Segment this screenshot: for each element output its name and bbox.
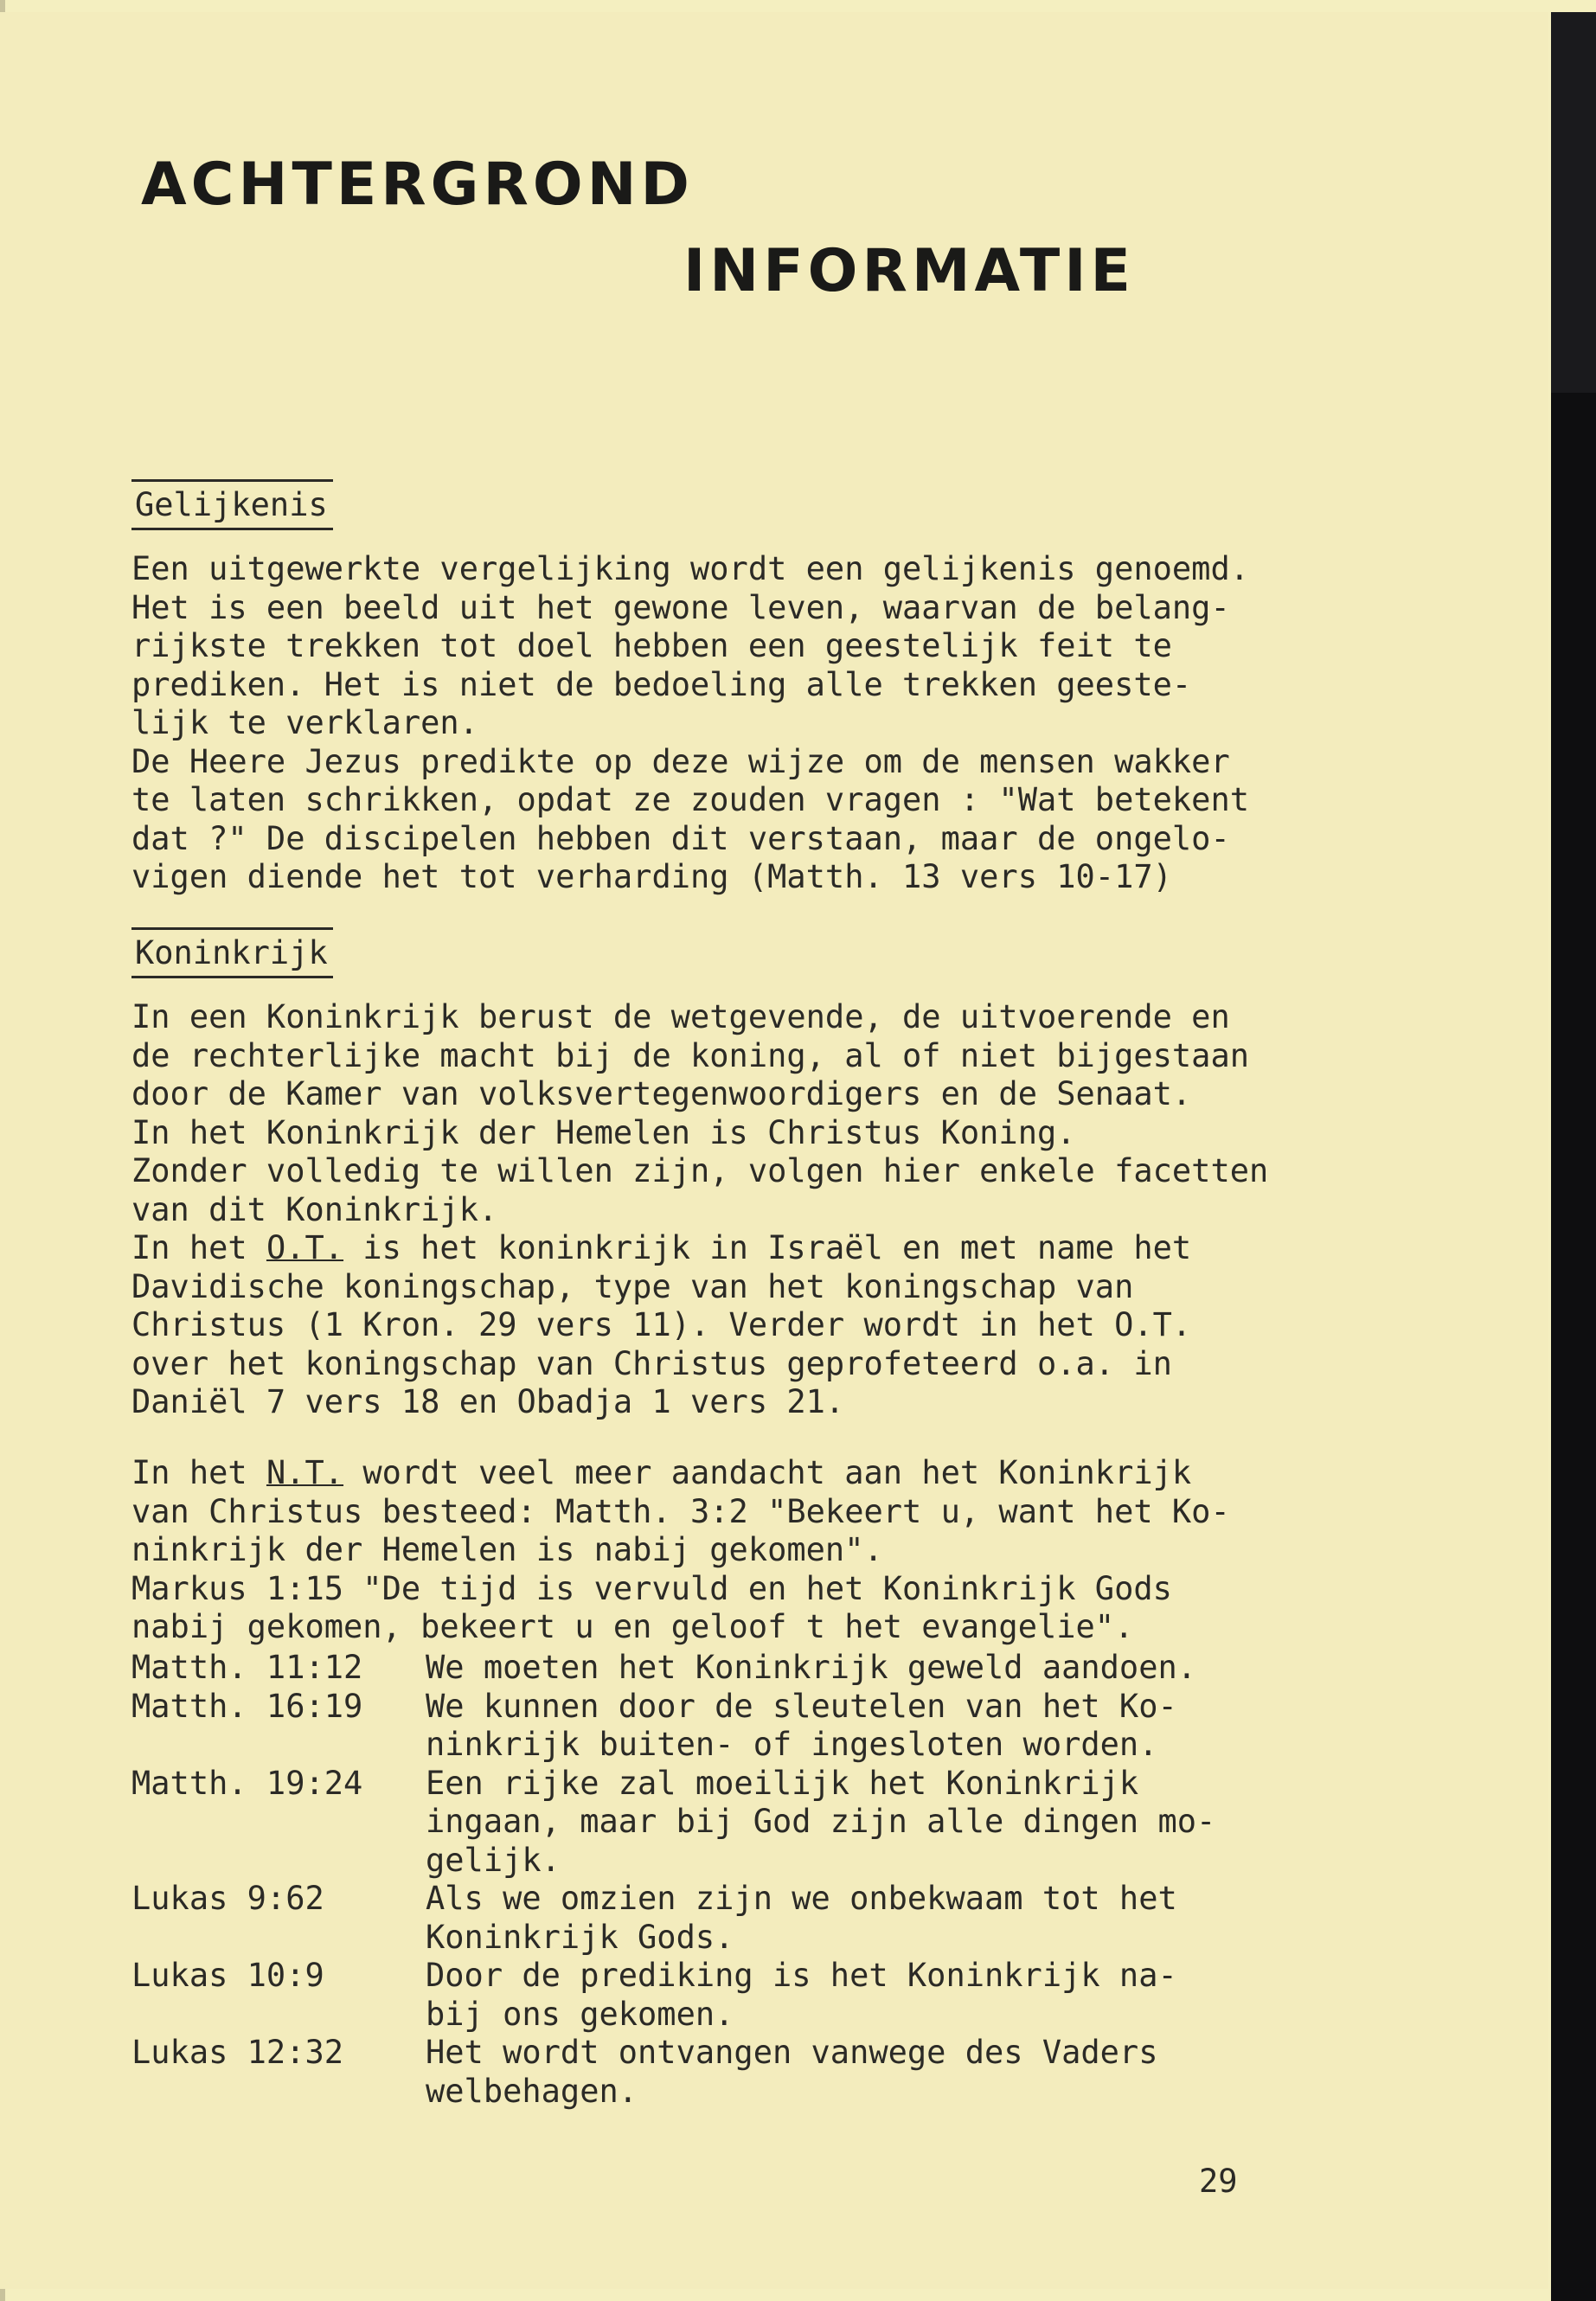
reference-text: Een rijke zal moeilijk het Koninkrijk ingaan, maar bij God zijn alle dingen mo- gelijk. — [426, 1764, 1216, 1879]
reference-label: Lukas 9:62 — [131, 1880, 324, 1917]
reference-row — [131, 1957, 1256, 2034]
reference-row — [131, 1649, 1256, 1688]
book-binding-edge — [1551, 12, 1596, 2301]
title-line-2: INFORMATIE — [683, 237, 1135, 305]
reference-text: Het wordt ontvangen vanwege des Vaders welbehagen. — [426, 2034, 1158, 2110]
nt-prefix: In het — [131, 1454, 247, 1491]
reference-label: Lukas 12:32 — [131, 2034, 344, 2071]
ot-abbreviation: O.T. — [266, 1229, 344, 1266]
koninkrijk-paragraph-nt — [131, 1454, 1343, 1647]
nt-abbreviation: N.T. — [266, 1454, 344, 1491]
reference-text: We moeten het Koninkrijk geweld aandoen. — [426, 1649, 1197, 1686]
reference-row — [131, 1765, 1256, 1881]
reference-text: Als we omzien zijn we onbekwaam tot het Koninkrijk Gods. — [426, 1880, 1177, 1956]
reference-label: Matth. 11:12 — [131, 1649, 363, 1686]
reference-text: Door de prediking is het Koninkrijk na- bij ons gekomen. — [426, 1957, 1177, 2033]
gelijkenis-paragraph: Een uitgewerkte vergelijking wordt een gelijkenis genoemd. Het is een beeld uit het gewone leven, waarvan de belang- rijkste trekken tot doel hebben een geestelijk feit te prediken. Het is niet de bedoeling alle trekken geeste- lijk te verklaren. De Heere Jezus predikte op deze wijze om de mensen wakker te laten schrikken, opdat ze zouden vragen : "Wat betekent dat ?" De discipelen hebben dit verstaan, maar de ongelo- vigen diende het tot verharding (Matth. 13 vers 10-17) — [131, 550, 1250, 895]
reference-row — [131, 1880, 1256, 1957]
document-page — [0, 12, 1548, 2289]
ot-text: is het koninkrijk in Israël en met name het Davidische koningschap, type van het koningschap van Christus (1 Kron. 29 vers 11). Verder wordt in het O.T. over het koningschap van Christus geprofeteerd o.a. in Daniël 7 vers 18 en Obadja 1 vers 21. — [131, 1229, 1192, 1420]
reference-row — [131, 1688, 1256, 1765]
reference-text: We kunnen door de sleutelen van het Ko- ninkrijk buiten- of ingesloten worden. — [426, 1687, 1177, 1763]
section-heading-koninkrijk: Koninkrijk — [131, 927, 333, 978]
reference-label: Matth. 16:19 — [131, 1687, 363, 1725]
title-line-1: ACHTERGROND — [141, 151, 694, 219]
section-heading-gelijkenis: Gelijkenis — [131, 479, 333, 530]
reference-label: Lukas 10:9 — [131, 1957, 324, 1994]
koninkrijk-paragraph-intro: In een Koninkrijk berust de wetgevende, de uitvoerende en de rechterlijke macht bij de koning, al of niet bijgestaan door de Kamer van volksvertegenwoordigers en de Senaat. In het Koninkrijk der Hemelen is Christus Koning. Zonder volledig te willen zijn, volgen hier enkele facetten van dit Koninkrijk. — [131, 998, 1269, 1228]
page-number: 29 — [1199, 2163, 1238, 2200]
ot-prefix: In het — [131, 1229, 247, 1266]
koninkrijk-paragraph-ot — [131, 1229, 1343, 1422]
reference-row — [131, 2034, 1256, 2111]
bible-reference-list — [131, 1649, 1256, 2111]
nt-text: wordt veel meer aandacht aan het Koninkrijk van Christus besteed: Matth. 3:2 "Bekeert u, want het Ko- ninkrijk der Hemelen is nabij gekomen". Markus 1:15 "De tijd is vervuld en het Koninkrijk Gods nabij gekomen, bekeert u en geloof t het evangelie". — [131, 1454, 1230, 1645]
reference-label: Matth. 19:24 — [131, 1764, 363, 1802]
